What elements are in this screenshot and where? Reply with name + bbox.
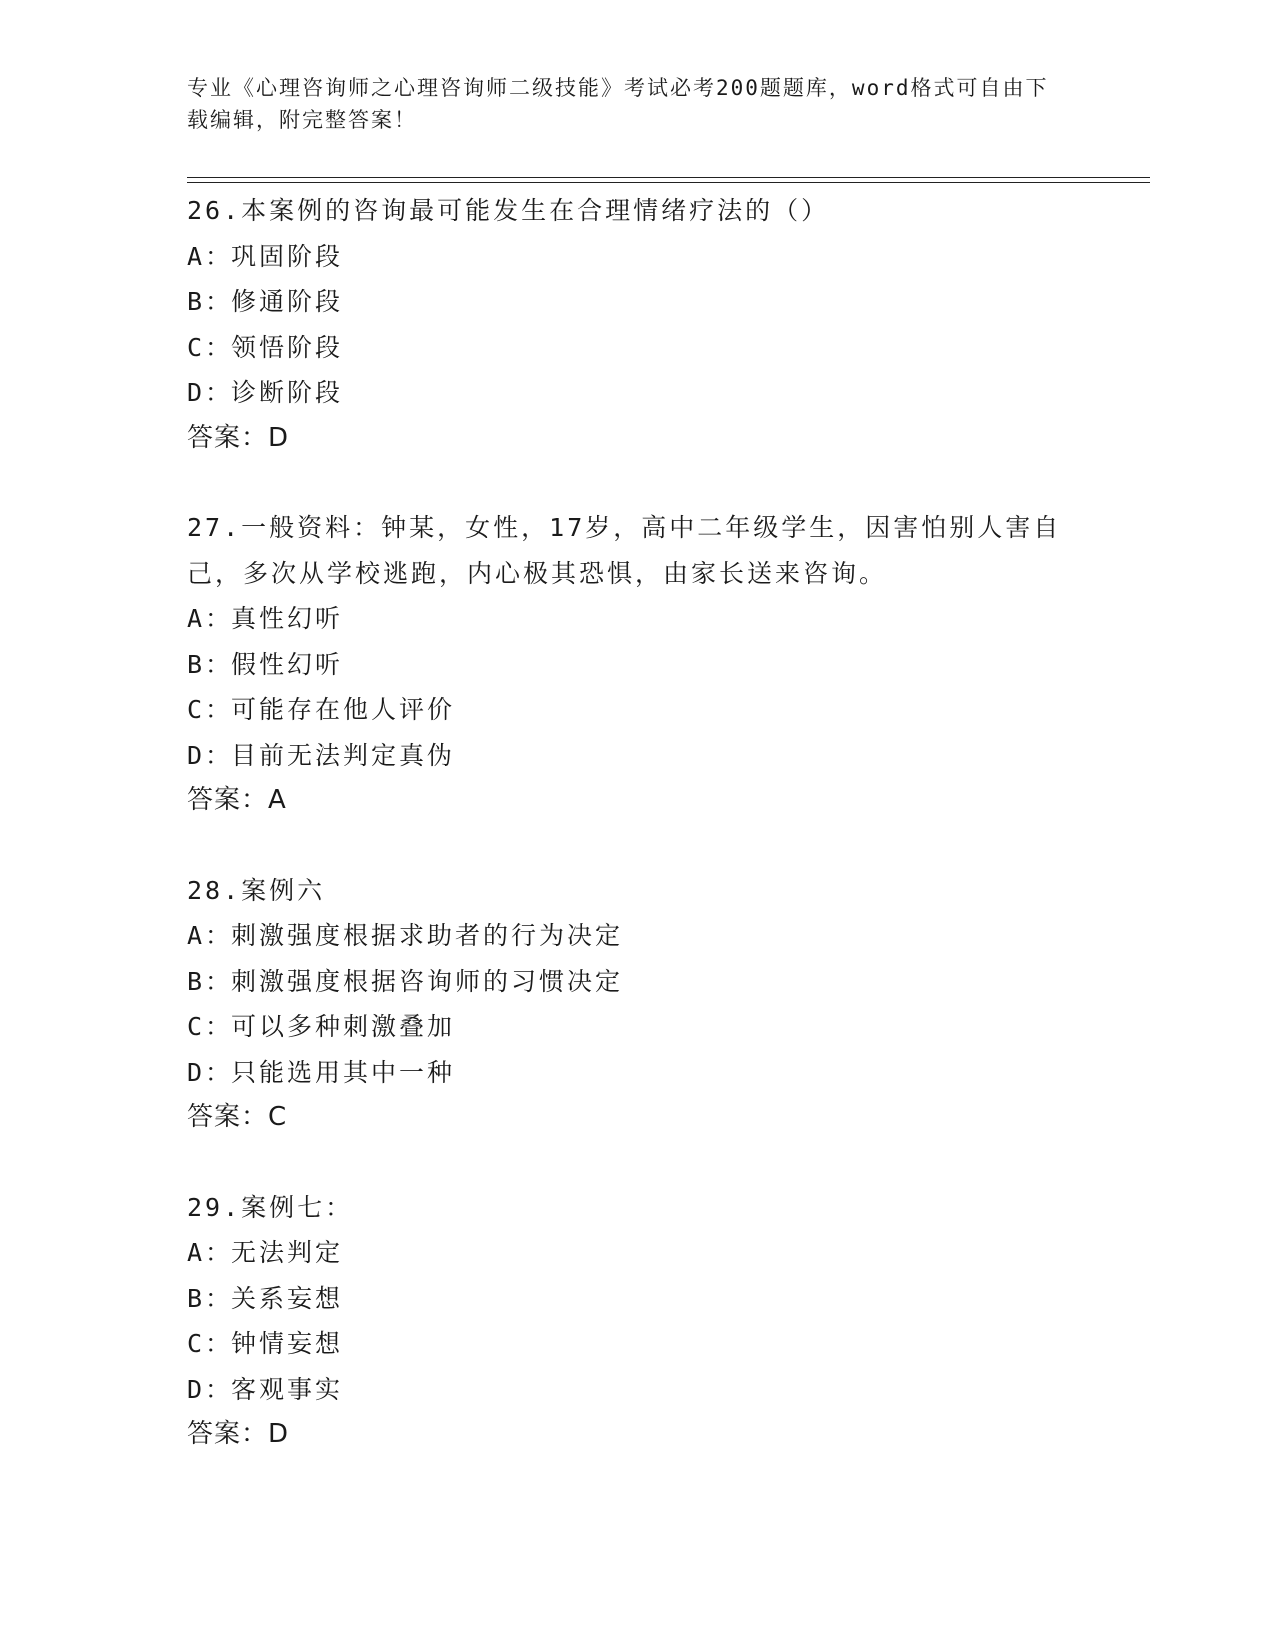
- question-text: 29.案例七：: [187, 1192, 354, 1222]
- option-c: [187, 325, 1087, 371]
- option-a: [187, 1230, 1087, 1276]
- header-divider-bottom: [187, 182, 1150, 183]
- option-d: [187, 1050, 1087, 1096]
- option-letter: B：: [187, 1283, 234, 1313]
- option-b: [187, 642, 1087, 688]
- option-a: [187, 913, 1087, 959]
- option-text: 可以多种刺激叠加: [231, 1012, 456, 1041]
- question-text: 27.一般资料：钟某，女性，17岁，高中二年级学生，因害怕别人害自己，多次从学校逃跑，内心极其恐惧，由家长送来咨询。: [187, 513, 1062, 588]
- question-27: [187, 505, 1087, 824]
- option-letter: D：: [187, 1374, 234, 1404]
- option-letter: C：: [187, 1012, 234, 1041]
- header-divider-top: [187, 177, 1150, 178]
- option-b: [187, 279, 1087, 325]
- option-text: 刺激强度根据咨询师的习惯决定: [231, 966, 624, 996]
- question-text: 26.本案例的咨询最可能发生在合理情绪疗法的（）: [187, 196, 830, 225]
- option-text: 刺激强度根据求助者的行为决定: [231, 921, 624, 950]
- option-text: 只能选用其中一种: [231, 1057, 456, 1087]
- option-letter: D：: [187, 740, 234, 770]
- option-text: 修通阶段: [231, 287, 344, 316]
- option-letter: B：: [187, 649, 234, 679]
- question-29: [187, 1185, 1087, 1458]
- option-letter: A：: [187, 921, 234, 950]
- option-d: [187, 733, 1087, 779]
- option-text: 关系妄想: [231, 1283, 344, 1313]
- option-c: [187, 687, 1087, 733]
- question-text: 28.案例六: [187, 875, 326, 905]
- option-d: [187, 370, 1087, 416]
- option-d: [187, 1367, 1087, 1413]
- option-letter: B：: [187, 966, 234, 996]
- answer-line: 答案：C: [187, 1102, 288, 1132]
- option-c: [187, 1321, 1087, 1367]
- option-c: [187, 1004, 1087, 1050]
- option-text: 巩固阶段: [231, 241, 344, 271]
- document-header: 专业《心理咨询师之心理咨询师二级技能》考试必考200题题库，word格式可自由下载编辑，附完整答案！: [187, 76, 1049, 132]
- option-b: [187, 1276, 1087, 1322]
- option-letter: A：: [187, 1238, 234, 1267]
- option-letter: B：: [187, 287, 234, 316]
- option-a: [187, 596, 1087, 642]
- option-text: 真性幻听: [231, 604, 344, 633]
- option-letter: A：: [187, 241, 234, 271]
- option-text: 钟情妄想: [231, 1329, 344, 1358]
- option-text: 领悟阶段: [231, 332, 344, 362]
- question-list: [187, 188, 1087, 1502]
- answer-line: 答案：A: [187, 785, 287, 815]
- answer-line: 答案：D: [187, 1419, 290, 1449]
- option-letter: C：: [187, 695, 234, 724]
- option-letter: C：: [187, 1329, 234, 1358]
- option-a: [187, 234, 1087, 280]
- answer-line: 答案：D: [187, 422, 290, 453]
- option-letter: D：: [187, 1057, 234, 1087]
- option-text: 客观事实: [231, 1374, 344, 1404]
- option-text: 诊断阶段: [231, 378, 344, 407]
- option-text: 无法判定: [231, 1238, 344, 1267]
- question-26: [187, 188, 1087, 461]
- option-text: 假性幻听: [231, 649, 344, 679]
- question-28: [187, 868, 1087, 1141]
- option-letter: D：: [187, 378, 234, 407]
- option-text: 可能存在他人评价: [231, 695, 456, 724]
- option-text: 目前无法判定真伪: [231, 740, 456, 770]
- option-b: [187, 959, 1087, 1005]
- option-letter: C：: [187, 332, 234, 362]
- option-letter: A：: [187, 604, 234, 633]
